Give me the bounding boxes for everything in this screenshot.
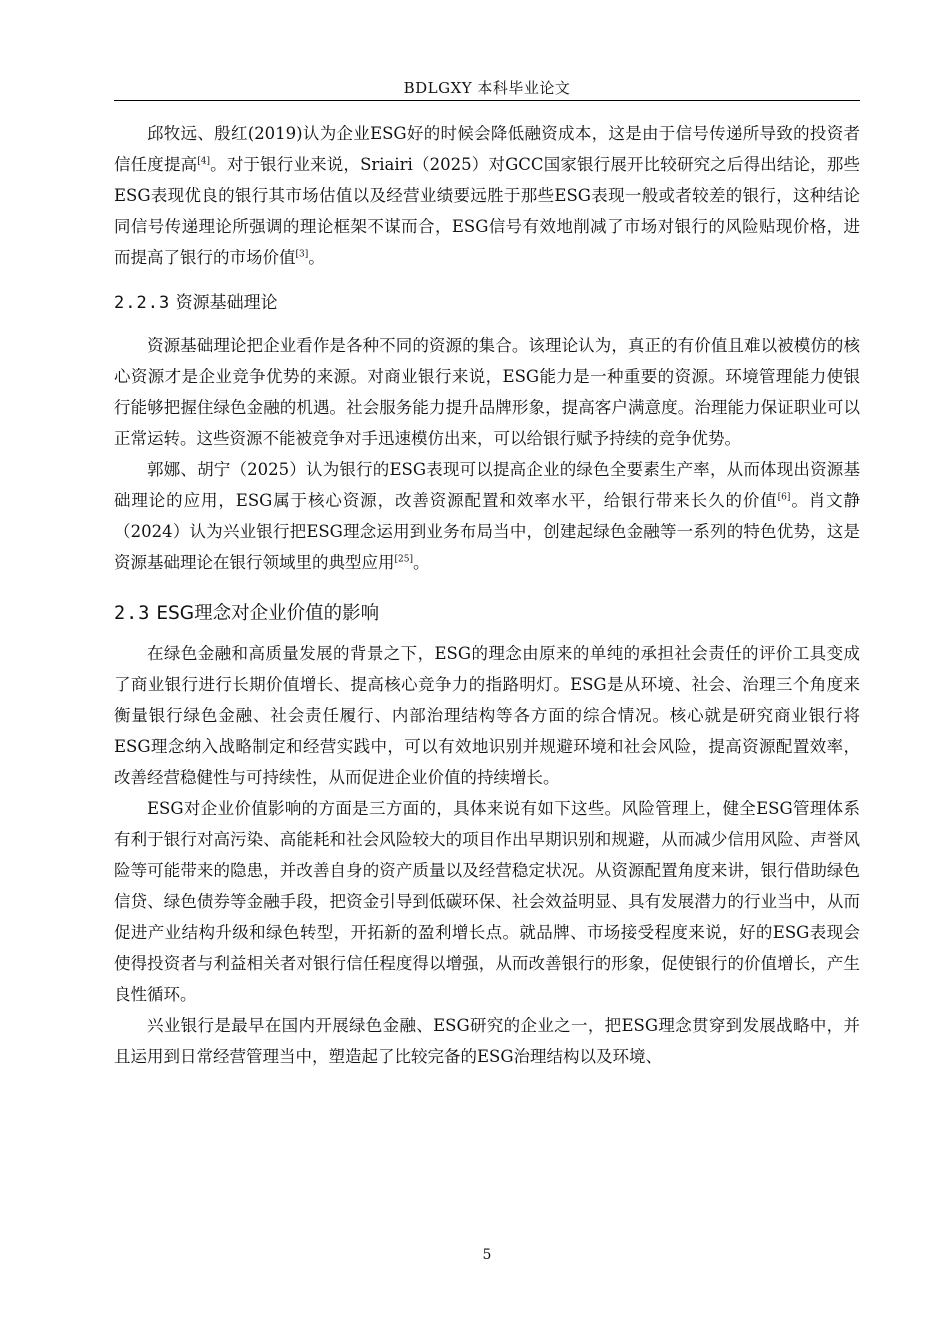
- body-paragraph: 在绿色金融和高质量发展的背景之下，ESG的理念由原来的单纯的承担社会责任的评价工具变成了商业银行进行长期价值增长、提高核心竞争力的指路明灯。ESG是从环境、社会、治理三个角度来衡量银行绿色金融、社会责任履行、内部治理结构等各方面的综合情况。核心就是研究商业银行将ESG理念纳入战略制定和经营实践中，可以有效地识别并规避环境和社会风险，提高资源配置效率，改善经营稳健性与可持续性，从而促进企业价值的持续增长。: [114, 644, 860, 787]
- citation-ref: [3]: [295, 249, 309, 260]
- section-heading: [114, 600, 860, 628]
- section-number: 2.3: [114, 603, 151, 624]
- citation-ref: [6]: [777, 492, 791, 503]
- page-header: BDLGXY 本科毕业论文: [403, 79, 571, 97]
- paragraph-text: 。肖文静（2024）认为兴业银行把ESG理念运用到业务布局当中，创建起绿色金融等一系列的特色优势，这是资源基础理论在银行领域里的典型应用: [114, 491, 861, 572]
- section-number: 2.2.3: [114, 293, 171, 313]
- section-title: ESG理念对企业价值的影响: [156, 603, 380, 624]
- paragraph-text: 。对于银行业来说，Sriairi（2025）对GCC国家银行展开比较研究之后得出结论，那些ESG表现优良的银行其市场估值以及经营业绩要远胜于那些ESG表现一般或者较差的银行，这种结论同信号传递理论所强调的理论框架不谋而合，ESG信号有效地削减了市场对银行的风险贴现价格，进而提高了银行的市场价值: [114, 155, 860, 267]
- body-paragraph: [114, 118, 860, 273]
- body-paragraph: 兴业银行是最早在国内开展绿色金融、ESG研究的企业之一，把ESG理念贯穿到发展战略中，并且运用到日常经营管理当中，塑造起了比较完备的ESG治理结构以及环境、: [114, 1016, 860, 1066]
- header-divider: [114, 100, 860, 101]
- citation-ref: [4]: [197, 156, 211, 167]
- citation-ref: [25]: [394, 554, 413, 565]
- section-title: 资源基础理论: [175, 293, 278, 313]
- paragraph-text: 。: [412, 553, 430, 572]
- paragraph-text: 邱牧远、殷红(2019)认为企业ESG好的时候会降低融资成本，这是由于信号传递所导致的投资者信任度提高: [114, 124, 860, 174]
- body-paragraph: ESG对企业价值影响的方面是三方面的，具体来说有如下这些。风险管理上，健全ESG管理体系有利于银行对高污染、高能耗和社会风险较大的项目作出早期识别和规避，从而减少信用风险、声誉风险等可能带来的隐患，并改善自身的资产质量以及经营稳定状况。从资源配置角度来讲，银行借助绿色信贷、绿色债券等金融手段，把资金引导到低碳环保、社会效益明显、具有发展潜力的行业当中，从而促进产业结构升级和绿色转型，开拓新的盈利增长点。就品牌、市场接受程度来说，好的ESG表现会使得投资者与利益相关者对银行信任程度得以增强，从而改善银行的形象，促使银行的价值增长，产生良性循环。: [114, 799, 860, 1004]
- body-paragraph: [114, 454, 860, 578]
- page-number: 5: [482, 1247, 492, 1263]
- body-paragraph: 资源基础理论把企业看作是各种不同的资源的集合。该理论认为，真正的有价值且难以被模仿的核心资源才是企业竞争优势的来源。对商业银行来说，ESG能力是一种重要的资源。环境管理能力使银行能够把握住绿色金融的机遇。社会服务能力提升品牌形象，提高客户满意度。治理能力保证职业可以正常运转。这些资源不能被竞争对手迅速模仿出来，可以给银行赋予持续的竞争优势。: [114, 336, 860, 448]
- section-heading: [114, 290, 860, 316]
- paragraph-text: 郭娜、胡宁（2025）认为银行的ESG表现可以提高企业的绿色全要素生产率，从而体现出资源基础理论的应用，ESG属于核心资源，改善资源配置和效率水平，给银行带来长久的价值: [114, 460, 860, 510]
- page-body: [114, 118, 860, 1072]
- paragraph-text: 。: [308, 248, 325, 267]
